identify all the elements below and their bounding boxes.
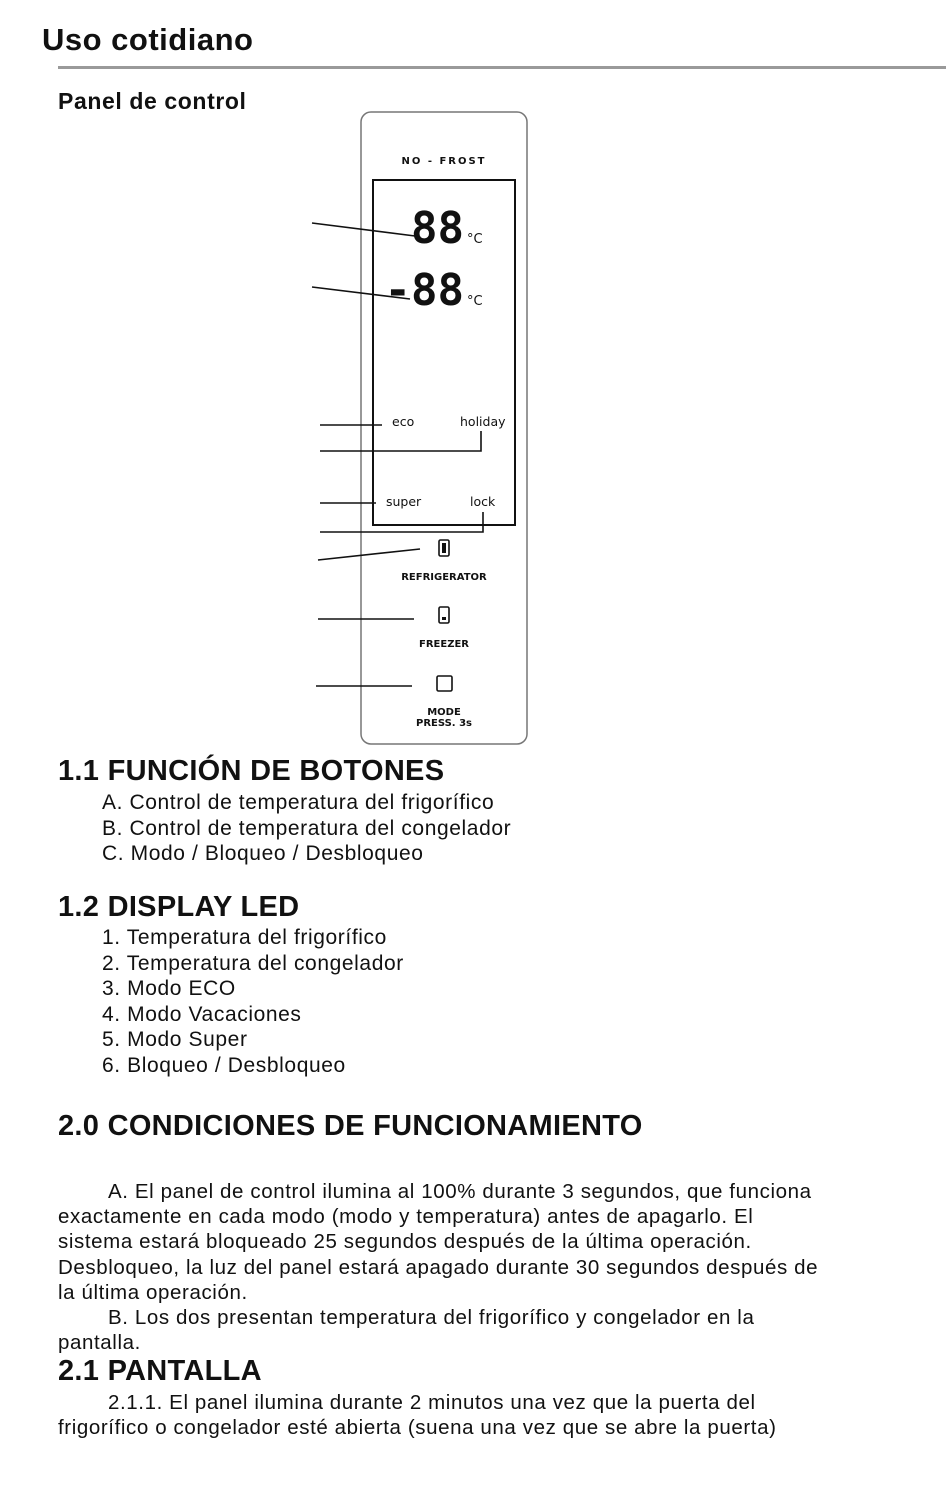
paragraph-line: 2.1.1. El panel ilumina durante 2 minutos una vez que la puerta del — [108, 1391, 756, 1414]
list-item: 6. Bloqueo / Desbloqueo — [102, 1053, 346, 1077]
freezer-button[interactable] — [439, 607, 449, 623]
list-item: 1. Temperatura del frigorífico — [102, 926, 387, 949]
section-heading-display: 1.2 DISPLAY LED — [58, 891, 300, 923]
freezer-button-label: FREEZER — [419, 639, 469, 650]
paragraph-line: exactamente en cada modo (modo y temperatura) antes de apagarlo. El — [58, 1205, 754, 1229]
paragraph-line: Desbloqueo, la luz del panel estará apagado durante 30 segundos después de — [58, 1255, 819, 1279]
lock-indicator: lock — [470, 494, 496, 509]
freezer-temp-readout: -88 — [384, 265, 464, 316]
freezer-icon — [439, 607, 449, 623]
list-item: 3. Modo ECO — [102, 977, 236, 1000]
freezer-temp-unit: °C — [467, 294, 483, 309]
paragraph-pantalla — [58, 1390, 938, 1440]
list-item: B. Control de temperatura del congelador — [102, 816, 512, 840]
eco-indicator: eco — [392, 414, 415, 429]
mode-button-sublabel: PRESS. 3s — [415, 718, 473, 729]
list-item: A. Control de temperatura del frigorífico — [102, 791, 495, 814]
paragraph-line: sistema estará bloqueado 25 segundos después de la última operación. — [58, 1230, 752, 1254]
fridge-temp-readout: 88 — [411, 203, 464, 254]
mode-button-label: MODE — [427, 707, 461, 718]
list-item: 2. Temperatura del congelador — [102, 951, 404, 975]
super-indicator: super — [386, 494, 422, 509]
paragraph-line: frigorífico o congelador esté abierta (suena una vez que se abre la puerta) — [58, 1416, 777, 1440]
list-item: 5. Modo Super — [102, 1028, 248, 1051]
section-heading-pantalla: 2.1 PANTALLA — [58, 1355, 262, 1387]
page-title: Uso cotidiano — [42, 22, 254, 57]
section-heading-condiciones: 2.0 CONDICIONES DE FUNCIONAMIENTO — [58, 1110, 643, 1142]
list-item: C. Modo / Bloqueo / Desbloqueo — [102, 842, 424, 865]
fridge-temp-unit: °C — [467, 232, 483, 247]
refrigerator-button[interactable] — [439, 540, 449, 556]
list-item: 4. Modo Vacaciones — [102, 1002, 302, 1026]
section-subtitle: Panel de control — [58, 88, 247, 114]
display-led-list — [102, 925, 404, 1078]
mode-button[interactable] — [437, 676, 452, 691]
paragraph-condiciones-a — [58, 1179, 938, 1355]
paragraph-line: la última operación. — [58, 1280, 248, 1304]
refrigerator-button-label: REFRIGERATOR — [401, 572, 487, 583]
paragraph-line: pantalla. — [58, 1331, 141, 1355]
paragraph-line: A. El panel de control ilumina al 100% durante 3 segundos, que funciona — [108, 1180, 812, 1203]
button-function-list — [102, 790, 511, 867]
holiday-indicator: holiday — [460, 414, 506, 429]
section-heading-botones: 1.1 FUNCIÓN DE BOTONES — [58, 755, 445, 787]
paragraph-line: B. Los dos presentan temperatura del frigorífico y congelador en la — [108, 1306, 755, 1330]
panel-brand: NO - FROST — [401, 156, 487, 167]
